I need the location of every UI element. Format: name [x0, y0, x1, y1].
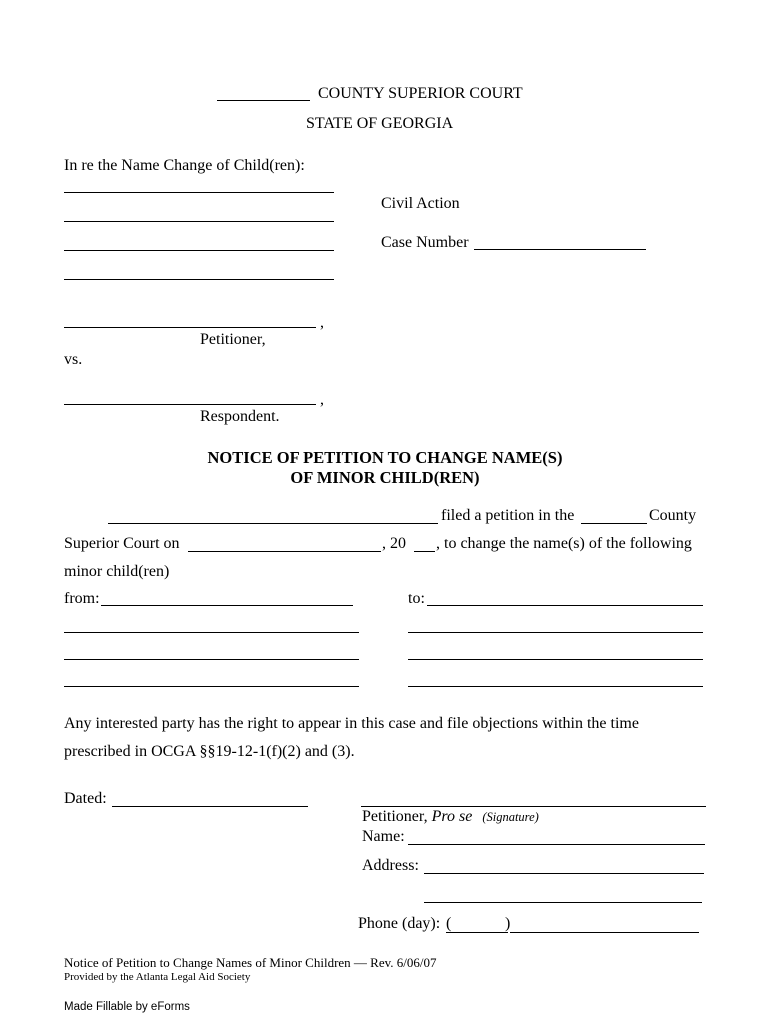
petitioner-label-sig: Petitioner,: [362, 808, 428, 825]
state-heading: STATE OF GEORGIA: [306, 115, 454, 132]
address-field-2[interactable]: [424, 902, 702, 903]
county-court-heading: COUNTY SUPERIOR COURT: [318, 85, 523, 102]
county-name-blank[interactable]: [217, 100, 310, 101]
from-label: from:: [64, 590, 100, 607]
name-label: Name:: [362, 828, 405, 845]
dated-field[interactable]: [112, 806, 308, 807]
respondent-label: Respondent.: [200, 408, 280, 425]
county-text: County: [649, 507, 697, 524]
from-name-field-2[interactable]: [64, 632, 359, 633]
to-name-field-1[interactable]: [427, 605, 703, 606]
case-number-label: Case Number: [381, 234, 469, 251]
child-name-field-2[interactable]: [64, 221, 334, 222]
child-name-field-4[interactable]: [64, 279, 334, 280]
notice-title-line1: NOTICE OF PETITION TO CHANGE NAME(S): [207, 448, 563, 467]
name-field[interactable]: [408, 844, 705, 845]
respondent-name-field[interactable]: [64, 404, 316, 405]
superior-court-on-text: Superior Court on: [64, 535, 180, 552]
provided-by-footer: Provided by the Atlanta Legal Aid Society: [64, 971, 251, 983]
signature-field[interactable]: [361, 806, 706, 807]
from-name-field-4[interactable]: [64, 686, 359, 687]
phone-area-code-field[interactable]: [446, 932, 508, 933]
filed-petition-text: filed a petition in the: [441, 507, 575, 524]
to-change-text: , to change the name(s) of the following: [436, 535, 692, 552]
petitioner-name-field[interactable]: [64, 327, 316, 328]
signature-hint: (Signature): [482, 810, 539, 824]
address-label: Address:: [362, 857, 419, 874]
year-field[interactable]: [414, 551, 435, 552]
address-field-1[interactable]: [424, 873, 704, 874]
from-name-field-3[interactable]: [64, 659, 359, 660]
petitioner-comma: ,: [320, 314, 324, 331]
notice-title-line2: OF MINOR CHILD(REN): [290, 468, 480, 487]
in-re-label: In re the Name Change of Child(ren):: [64, 157, 305, 174]
vs-label: vs.: [64, 351, 83, 368]
case-number-field[interactable]: [474, 249, 646, 250]
phone-paren-open: (: [446, 915, 452, 932]
civil-action-label: Civil Action: [381, 195, 460, 212]
minor-children-text: minor child(ren): [64, 563, 170, 580]
child-name-field-3[interactable]: [64, 250, 334, 251]
form-title-footer: Notice of Petition to Change Names of Minor Children — Rev. 6/06/07: [64, 955, 437, 970]
to-name-field-3[interactable]: [408, 659, 703, 660]
petitioner-pro-se-line: [362, 808, 539, 826]
phone-paren-close: ): [505, 915, 511, 932]
respondent-comma: ,: [320, 391, 324, 408]
notice-paragraph-line2: prescribed in OCGA §§19-12-1(f)(2) and (3).: [64, 743, 355, 760]
county-field[interactable]: [581, 523, 647, 524]
phone-label: Phone (day):: [358, 915, 441, 932]
to-name-field-4[interactable]: [408, 686, 703, 687]
pro-se-label: Pro se: [431, 808, 473, 825]
phone-number-field[interactable]: [510, 932, 699, 933]
to-label: to:: [408, 590, 425, 607]
to-name-field-2[interactable]: [408, 632, 703, 633]
from-name-field-1[interactable]: [101, 605, 353, 606]
year-prefix-text: , 20: [382, 535, 406, 552]
petitioner-label: Petitioner,: [200, 331, 266, 348]
petitioner-filer-field[interactable]: [108, 523, 438, 524]
child-name-field-1[interactable]: [64, 192, 334, 193]
filing-date-field[interactable]: [188, 551, 381, 552]
made-fillable-footer: Made Fillable by eForms: [64, 1001, 190, 1013]
dated-label: Dated:: [64, 790, 107, 807]
notice-paragraph-line1: Any interested party has the right to appear in this case and file objections within the time: [64, 715, 639, 732]
